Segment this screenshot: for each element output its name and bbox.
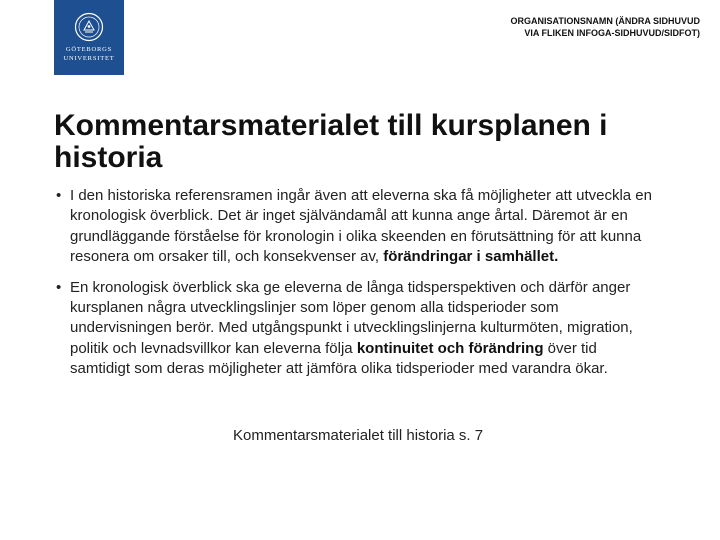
university-logo bbox=[54, 0, 124, 75]
bullet-item bbox=[56, 278, 656, 380]
bullet-emphasis: kontinuitet och förändring bbox=[356, 339, 544, 357]
slide-title: Kommentarsmaterialet till kursplanen i historia bbox=[54, 109, 608, 174]
gu-emblem-icon bbox=[74, 12, 104, 42]
bullet-text: En kronologisk överblick ska ge eleverna de långa tidsperspektiven och därför anger kursplanen några utvecklingslinjer som löper genom alla tidsperioder som undervisningen berör. Med utgångspunkt i utvecklingslinjerna kulturmöten, migration, politik och levnadsvillkor kan eleverna följa bbox=[70, 278, 633, 357]
bullet-item bbox=[56, 186, 656, 268]
source-caption: Kommentarsmaterialet till historia s. 7 bbox=[233, 427, 484, 444]
bullet-list bbox=[56, 186, 656, 380]
bullet-text: I den historiska referensramen ingår även att eleverna ska få möjligheter att utveckla en kronologisk överblick. Det är inget självändamål att kunna ange årtal. Däremot är en grundläggande förståelse för kronologin i olika skeenden en förutsättning för att kunna resonera om orsaker till, och konsekvenser av, bbox=[70, 187, 652, 266]
logo-text-line2: UNIVERSITET bbox=[63, 55, 115, 62]
bullet-marker: • bbox=[56, 187, 62, 204]
bullet-text-after: över tid samtidigt som deras möjligheter att jämföra olika tidsperioder med varandra ökar. bbox=[70, 339, 608, 378]
organization-header: ORGANISATIONSNAMN (ÄNDRA SIDHUVUD VIA FLIKEN INFOGA-SIDHUVUD/SIDFOT) bbox=[510, 16, 700, 38]
logo-text-line1: GÖTEBORGS bbox=[65, 46, 113, 53]
bullet-emphasis: förändringar i samhället. bbox=[383, 248, 559, 266]
bullet-marker: • bbox=[56, 278, 62, 296]
